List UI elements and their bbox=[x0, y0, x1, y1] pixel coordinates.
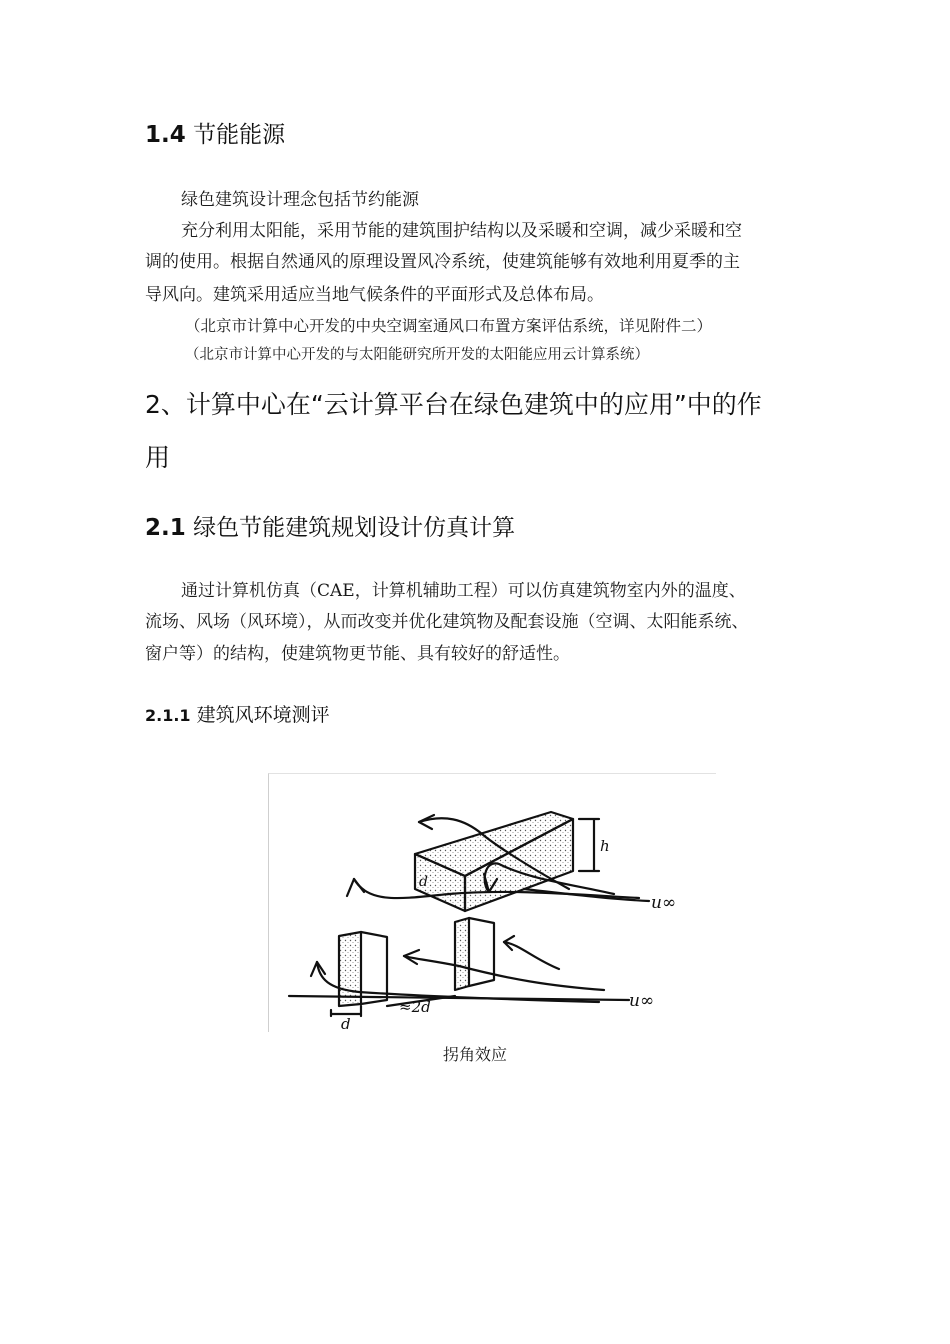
section-heading-2-1-1 bbox=[145, 700, 330, 727]
section-number: 2.1 bbox=[145, 515, 186, 541]
paragraph-line: 调的使用。根据自然通风的原理设置风冷系统，使建筑能够有效地利用夏季的主 bbox=[145, 252, 740, 272]
label-u-upper: u∞ bbox=[651, 893, 677, 913]
paragraph-line: 充分利用太阳能，采用节能的建筑围护结构以及采暖和空调，减少采暖和空 bbox=[181, 221, 742, 241]
section-heading-2 bbox=[145, 385, 762, 421]
label-d: d bbox=[419, 874, 428, 890]
tower-right bbox=[455, 918, 469, 990]
section-number: 2.1.1 bbox=[145, 706, 191, 725]
section-heading-1-4 bbox=[145, 116, 285, 149]
label-h: h bbox=[600, 837, 610, 855]
note-line: （北京市计算中心开发的与太阳能研究所开发的太阳能应用云计算系统） bbox=[185, 347, 649, 363]
figure-caption: 拐角效应 bbox=[442, 1045, 507, 1064]
note-line: （北京市计算中心开发的中央空调室通风口布置方案评估系统，详见附件二） bbox=[185, 317, 713, 335]
paragraph-line: 导风向。建筑采用适应当地气候条件的平面形式及总体布局。 bbox=[145, 285, 604, 305]
label-u-lower: u∞ bbox=[629, 991, 655, 1011]
section-title: 绿色节能建筑规划设计仿真计算 bbox=[193, 515, 516, 541]
section-title: 节能能源 bbox=[193, 122, 286, 148]
corner-effect-figure bbox=[268, 773, 716, 1032]
paragraph-line: 流场、风场（风环境），从而改变并优化建筑物及配套设施（空调、太阳能系统、 bbox=[145, 612, 749, 632]
section-heading-2-cont bbox=[145, 438, 170, 474]
figure-drawing bbox=[269, 774, 716, 1032]
paragraph-intro: 绿色建筑设计理念包括节约能源 bbox=[181, 190, 419, 210]
tower-left bbox=[339, 932, 361, 1006]
section-heading-2-1 bbox=[145, 509, 515, 542]
paragraph-line: 窗户等）的结构，使建筑物更节能、具有较好的舒适性。 bbox=[145, 644, 570, 664]
section-title: 建筑风环境测评 bbox=[196, 704, 330, 726]
section-heading-line: 2、计算中心在“云计算平台在绿色建筑中的应用”中的作 bbox=[145, 390, 762, 419]
label-dim-2d: ≈2d bbox=[399, 998, 431, 1016]
section-number: 1.4 bbox=[145, 122, 186, 148]
paragraph-line: 通过计算机仿真（CAE，计算机辅助工程）可以仿真建筑物室内外的温度、 bbox=[181, 581, 746, 601]
label-dim-d: d bbox=[341, 1015, 351, 1032]
section-heading-line: 用 bbox=[145, 443, 171, 472]
